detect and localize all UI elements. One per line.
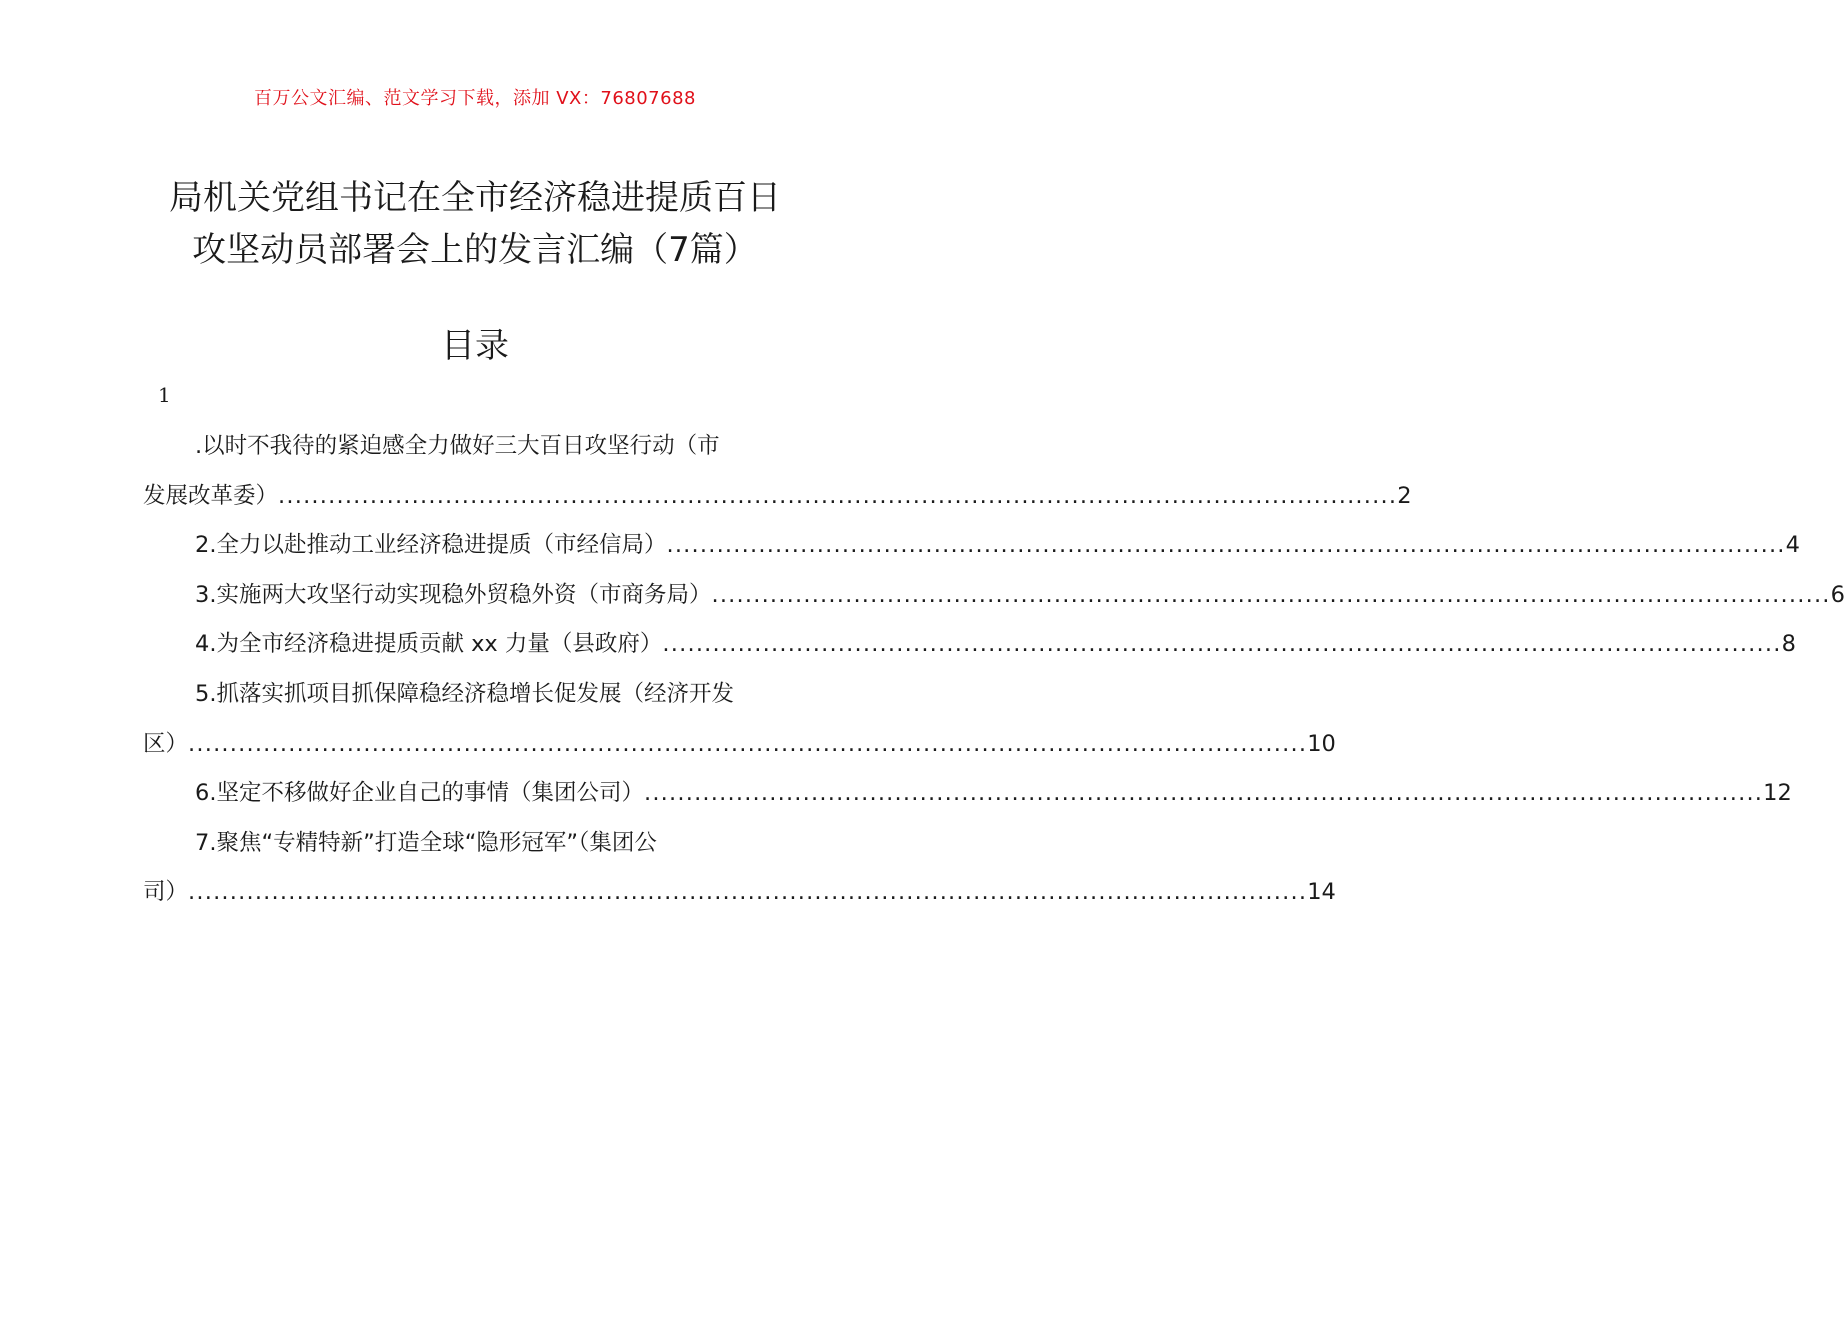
toc-entry-6[interactable] [143, 769, 1792, 819]
toc-leader: ...................................................................................................................................... [188, 879, 1308, 906]
toc-entry-3[interactable] [143, 571, 1845, 621]
toc-entry-7-page: 14 [1307, 879, 1336, 906]
toc-heading: 目录 [441, 326, 509, 366]
toc-entry-2-page: 4 [1785, 532, 1800, 559]
toc-leader: ...................................................................................................................................... [666, 532, 1786, 559]
toc-leader: ...................................................................................................................................... [711, 581, 1831, 608]
toc-entry-6-text: 6.坚定不移做好企业自己的事情（集团公司） [195, 780, 644, 807]
title-line-2: 攻坚动员部署会上的发言汇编（7篇） [192, 230, 758, 270]
toc-entry-3-text: 3.实施两大攻坚行动实现稳外贸稳外资（市商务局） [195, 581, 712, 608]
toc-entry-5[interactable] [143, 670, 1336, 769]
toc-leader: ...................................................................................................................................... [188, 730, 1308, 757]
table-of-contents [143, 422, 1845, 918]
toc-entry-7-line2: 司） [143, 879, 189, 906]
title-line-1: 局机关党组书记在全市经济稳进提质百日 [169, 178, 781, 218]
toc-leader: ...................................................................................................................................... [643, 780, 1764, 807]
toc-entry-7[interactable] [143, 819, 1336, 918]
toc-entry-6-page: 12 [1763, 780, 1792, 807]
toc-entry-1[interactable] [143, 422, 1412, 521]
toc-entry-1-line2: 发展改革委） [143, 482, 279, 509]
toc-entry-1-line1: .以时不我待的紧迫感全力做好三大百日攻坚行动（市 [195, 433, 720, 459]
toc-entry-5-line2: 区） [143, 730, 189, 757]
toc-leader: ...................................................................................................................................... [278, 482, 1398, 509]
toc-entry-5-page: 10 [1307, 730, 1336, 757]
page-marker: 1 [158, 383, 171, 407]
header-note: 百万公文汇编、范文学习下载，添加 VX：76807688 [254, 88, 696, 109]
toc-leader: ...................................................................................................................................... [662, 631, 1782, 658]
toc-entry-4-page: 8 [1781, 631, 1796, 658]
toc-entry-2-text: 2.全力以赴推动工业经济稳进提质（市经信局） [195, 532, 667, 559]
toc-entry-7-line1: 7.聚焦“专精特新”打造全球“隐形冠军”（集团公 [195, 829, 657, 856]
toc-entry-4[interactable] [143, 620, 1796, 670]
toc-entry-2[interactable] [143, 521, 1800, 571]
toc-entry-4-text: 4.为全市经济稳进提质贡献 xx 力量（县政府） [195, 631, 663, 658]
document-title [100, 172, 850, 276]
toc-entry-3-page: 6 [1830, 581, 1845, 608]
toc-entry-1-page: 2 [1397, 482, 1412, 509]
toc-entry-5-line1: 5.抓落实抓项目抓保障稳经济稳增长促发展（经济开发 [195, 680, 734, 707]
